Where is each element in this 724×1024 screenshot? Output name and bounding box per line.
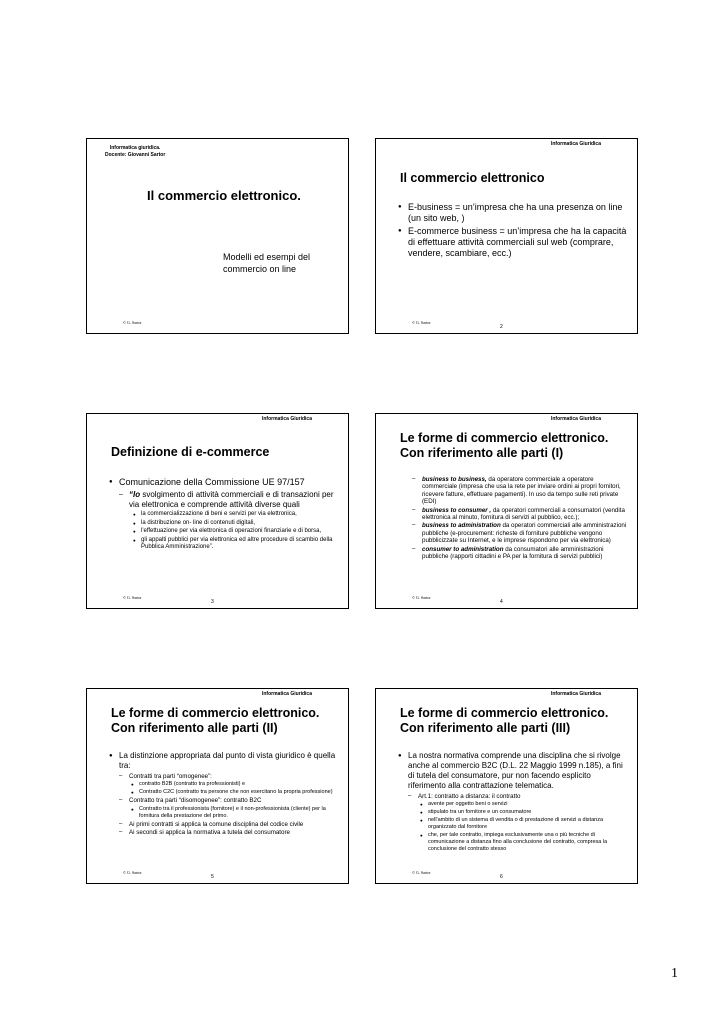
list-item: – Contratto tra parti “disomogenee”: contratto B2C xyxy=(119,797,341,804)
list-item: ● gli appalti pubblici per via elettronica ed altre procedure di scambio della Pubblica Amministrazione”. xyxy=(133,537,341,552)
bullet-list xyxy=(398,202,628,261)
slide-footer: © G. Sartor xyxy=(123,595,142,600)
list-item: – business to consumer , da operatori commerciali a consumatori (vendita elettronica al minuto, fornitura di servizi al pubblico, ecc.); xyxy=(412,507,630,522)
list-item: ● contratto B2B (contratto tra professionisti) e xyxy=(131,781,341,788)
slide-5 xyxy=(86,688,349,884)
slide-footer: © G. Sartor xyxy=(412,320,431,325)
slide-title: Il commercio elettronico xyxy=(400,171,545,185)
list-item: ● Comunicazione della Commissione UE 97/157 xyxy=(109,477,341,488)
page-number: 1 xyxy=(671,966,678,981)
slide-subtitle: Modelli ed esempi del commercio on line xyxy=(223,252,311,274)
slide-number: 4 xyxy=(500,599,503,605)
list-item: – Contratti tra parti “omogenee”: xyxy=(119,773,341,780)
list-item: ● che, per tale contratto, impiega esclusivamente una o più tecniche di comunicazione a distanza fino alla conclusione del contratto, compresa la conclusione del contratto stesso xyxy=(420,832,630,853)
bullet-list xyxy=(412,476,630,561)
slide-title: Le forme di commercio elettronico. Con riferimento alle parti (III) xyxy=(400,706,609,735)
list-item: ● avente per oggetto beni o servizi xyxy=(420,801,630,808)
bullet-list xyxy=(109,751,341,838)
slide-footer: © G. Sartor xyxy=(412,595,431,600)
list-item: – consumer to administration da consumatori alle amministrazioni pubbliche (rapporti cittadini e PA per la fornitura di servizi pubblici) xyxy=(412,546,630,561)
slide-2 xyxy=(375,138,638,334)
slide-header: Informatica Giuridica xyxy=(261,691,312,697)
list-item: ● la commercializzazione di beni e servizi per via elettronica, xyxy=(133,511,341,519)
list-item: ● stipulato tra un fornitore e un consumatore xyxy=(420,809,630,816)
bullet-list xyxy=(398,751,630,854)
slide-header: Informatica giuridica. Docente: Giovanni Sartor xyxy=(105,145,166,158)
slide-footer: © G. Sartor xyxy=(412,870,431,875)
slide-number: 3 xyxy=(211,599,214,605)
slide-3 xyxy=(86,413,349,609)
list-item: ● La distinzione appropriata dal punto di vista giuridico è quella tra: xyxy=(109,751,341,771)
slide-header: Informatica Giuridica xyxy=(550,691,601,697)
list-item: ● l'effettuazione per via elettronica di operazioni finanziarie e di borsa, xyxy=(133,528,341,536)
slide-footer: © G. Sartor xyxy=(123,870,142,875)
bullet-list xyxy=(109,477,341,553)
slide-6 xyxy=(375,688,638,884)
list-item: ● Contratto C2C (contratto tra persone che non esercitano la propria professione) xyxy=(131,789,341,796)
list-item: ● la distribuzione on- line di contenuti digitali, xyxy=(133,520,341,528)
slide-number: 6 xyxy=(500,874,503,880)
slide-1 xyxy=(86,138,349,334)
list-item: – business to administration da operatori commerciali alle amministrazioni pubbliche (e-procurement: richeste di forniture pubbliche vengono pubblicizzate su Internet, e le imprese rispondono per via elettronica) xyxy=(412,522,630,544)
list-item: – Ai primi contratti si applica la comune disciplina del codice civile xyxy=(119,821,341,828)
list-item: ● E-commerce business = un’impresa che ha la capacità di effettuare attività commerciali sul web (comprare, vendere, scambiare, ecc.) xyxy=(398,226,628,259)
slide-title: Definizione di e-commerce xyxy=(111,445,270,459)
slide-header: Informatica Giuridica xyxy=(550,141,601,147)
slide-header: Informatica Giuridica xyxy=(261,416,312,422)
list-item: – business to business, da operatore commerciale a operatore commerciale (impresa che usa la rete per inviare ordini ai propri fornitori, ricevere fatture, effettuare pagamenti). In uso da tempo sulle reti private (EDI) xyxy=(412,476,630,506)
list-item: ● Contratto tra il professionista (fornitore) e il non-professionista (cliente) per la fornitura della prestazione del primo. xyxy=(131,806,341,820)
list-item: – “lo svolgimento di attività commerciali e di transazioni per via elettronica e comprende attività diverse quali xyxy=(119,490,341,510)
slide-4 xyxy=(375,413,638,609)
slide-number: 5 xyxy=(211,874,214,880)
slide-title: Il commercio elettronico. xyxy=(147,188,301,203)
list-item: ● La nostra normativa comprende una disciplina che si rivolge anche al commercio B2C (D.L. 22 Maggio 1999 n.185), a fini di tutela del consumatore, pur non facendo esplicito riferimento alla contrattazione telematica. xyxy=(398,751,630,791)
list-item: ● E-business = un’impresa che ha una presenza on line (un sito web, ) xyxy=(398,202,628,224)
slide-title: Le forme di commercio elettronico. Con riferimento alle parti (II) xyxy=(111,706,320,735)
slide-footer: © G. Sartor xyxy=(123,320,142,325)
slide-number: 2 xyxy=(500,324,503,330)
slide-title: Le forme di commercio elettronico. Con riferimento alle parti (I) xyxy=(400,431,609,460)
list-item: – Art.1: contratto a distanza: il contratto xyxy=(408,793,630,800)
list-item: ● nell'ambito di un sistema di vendita o di prestazione di servizi a distanza organizzato dal fornitore xyxy=(420,817,630,831)
list-item: – Ai secondi si applica la normativa a tutela del consumatore xyxy=(119,829,341,836)
slide-header: Informatica Giuridica xyxy=(550,416,601,422)
